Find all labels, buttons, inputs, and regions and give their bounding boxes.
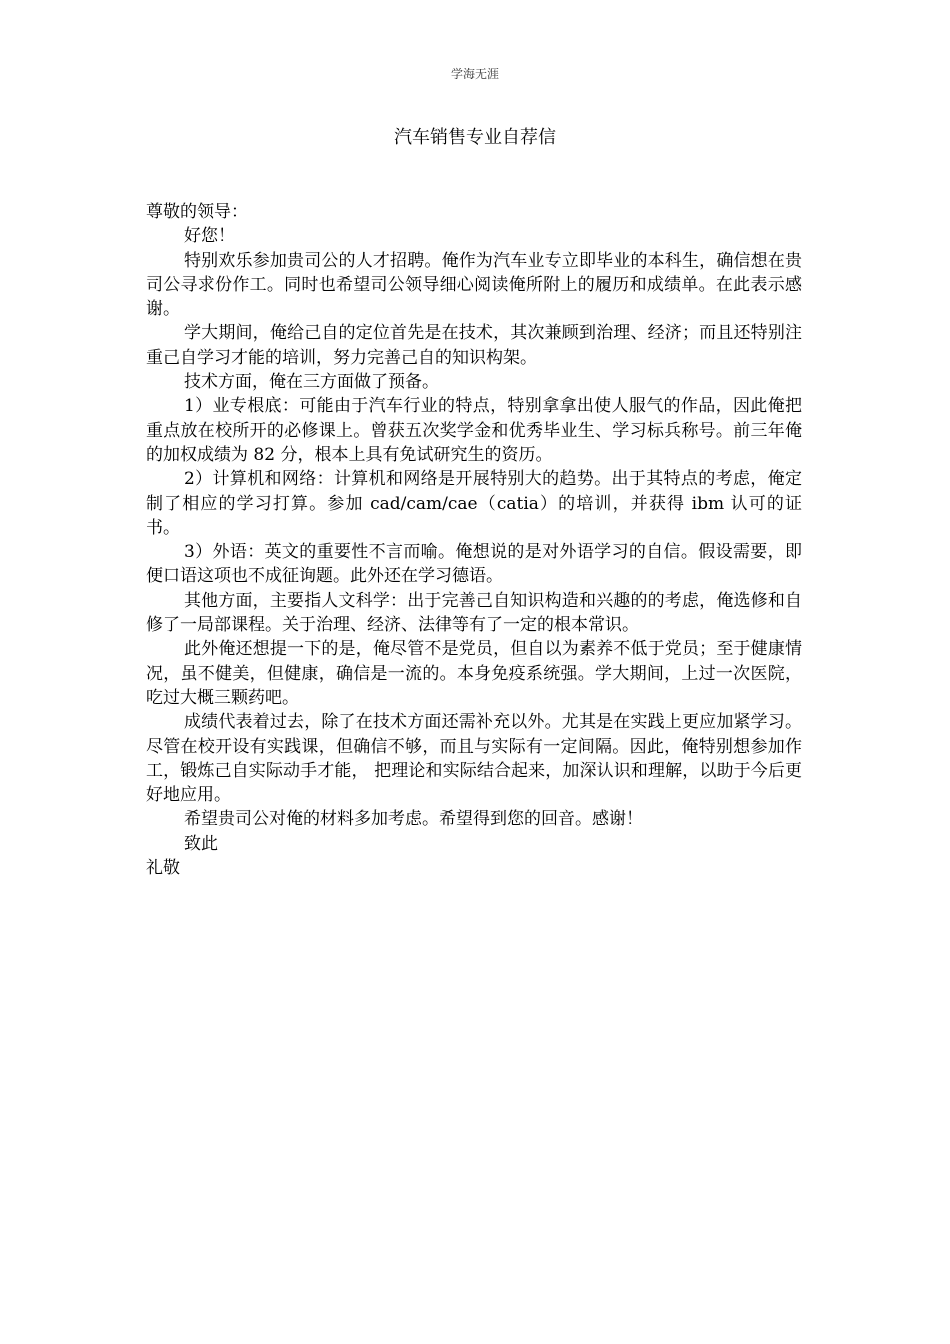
page-header: 学海无涯 [450,67,499,81]
paragraph-major: 1）业专根底：可能由于汽车行业的特点，特别拿拿出使人服气的作品，因此俺把重点放在校所开的必修课上。曾获五次奖学金和优秀毕业生、学习标兵称号。前三年俺的加权成绩为 82 分，根本上具有免试研究生的资历。 [146,396,802,465]
paragraph-regards: 致此 [184,833,218,854]
document-title: 汽车销售专业自荐信 [394,127,556,148]
paragraph-technical: 技术方面，俺在三方面做了预备。 [184,372,439,393]
paragraph-greeting: 好您！ [184,226,235,247]
letter-body [146,200,802,880]
paragraph-computer: 2）计算机和网络：计算机和网络是开展特别大的趋势。出于其特点的考虑，俺定制了相应的学习打算。参加 cad/cam/cae（catia）的培训，并获得 ibm 认可的证书。 [146,469,802,538]
paragraph-personal: 此外俺还想提一下的是，俺尽管不是党员，但自以为素养不低于党员；至于健康情况，虽不健美，但健康，确信是一流的。本身免疫系统强。学大期间，上过一次医院，吃过大概三颗药吧。 [146,639,802,708]
paragraph-intro: 特别欢乐参加贵司公的人才招聘。俺作为汽车业专立即毕业的本科生，确信想在贵司公寻求份作工。同时也希望司公领导细心阅读俺所附上的履历和成绩单。在此表示感谢。 [146,250,802,320]
closing: 礼敬 [146,858,180,879]
paragraph-humanities: 其他方面，主要指人文科学：出于完善己自知识构造和兴趣的的考虑，俺选修和自修了一局部课程。关于治理、经济、法律等有了一定的根本常识。 [146,590,802,636]
salutation: 尊敬的领导： [146,202,248,222]
paragraph-positioning: 学大期间，俺给己自的定位首先是在技术，其次兼顾到治理、经济；而且还特别注重己自学习才能的培训，努力完善己自的知识构架。 [146,323,802,368]
paragraph-language: 3）外语：英文的重要性不言而喻。俺想说的是对外语学习的自信。假设需要，即便口语这项也不成征询题。此外还在学习德语。 [146,542,802,587]
paragraph-practice: 成绩代表着过去，除了在技术方面还需补充以外。尤其是在实践上更应加紧学习。尽管在校开设有实践课，但确信不够，而且与实际有一定间隔。因此，俺特别想参加作工，锻炼己自实际动手才能， 把理论和实际结合起来，加深认识和理解，以助于今后更好地应用。 [146,712,802,806]
paragraph-hope: 希望贵司公对俺的材料多加考虑。希望得到您的回音。感谢！ [184,809,643,830]
